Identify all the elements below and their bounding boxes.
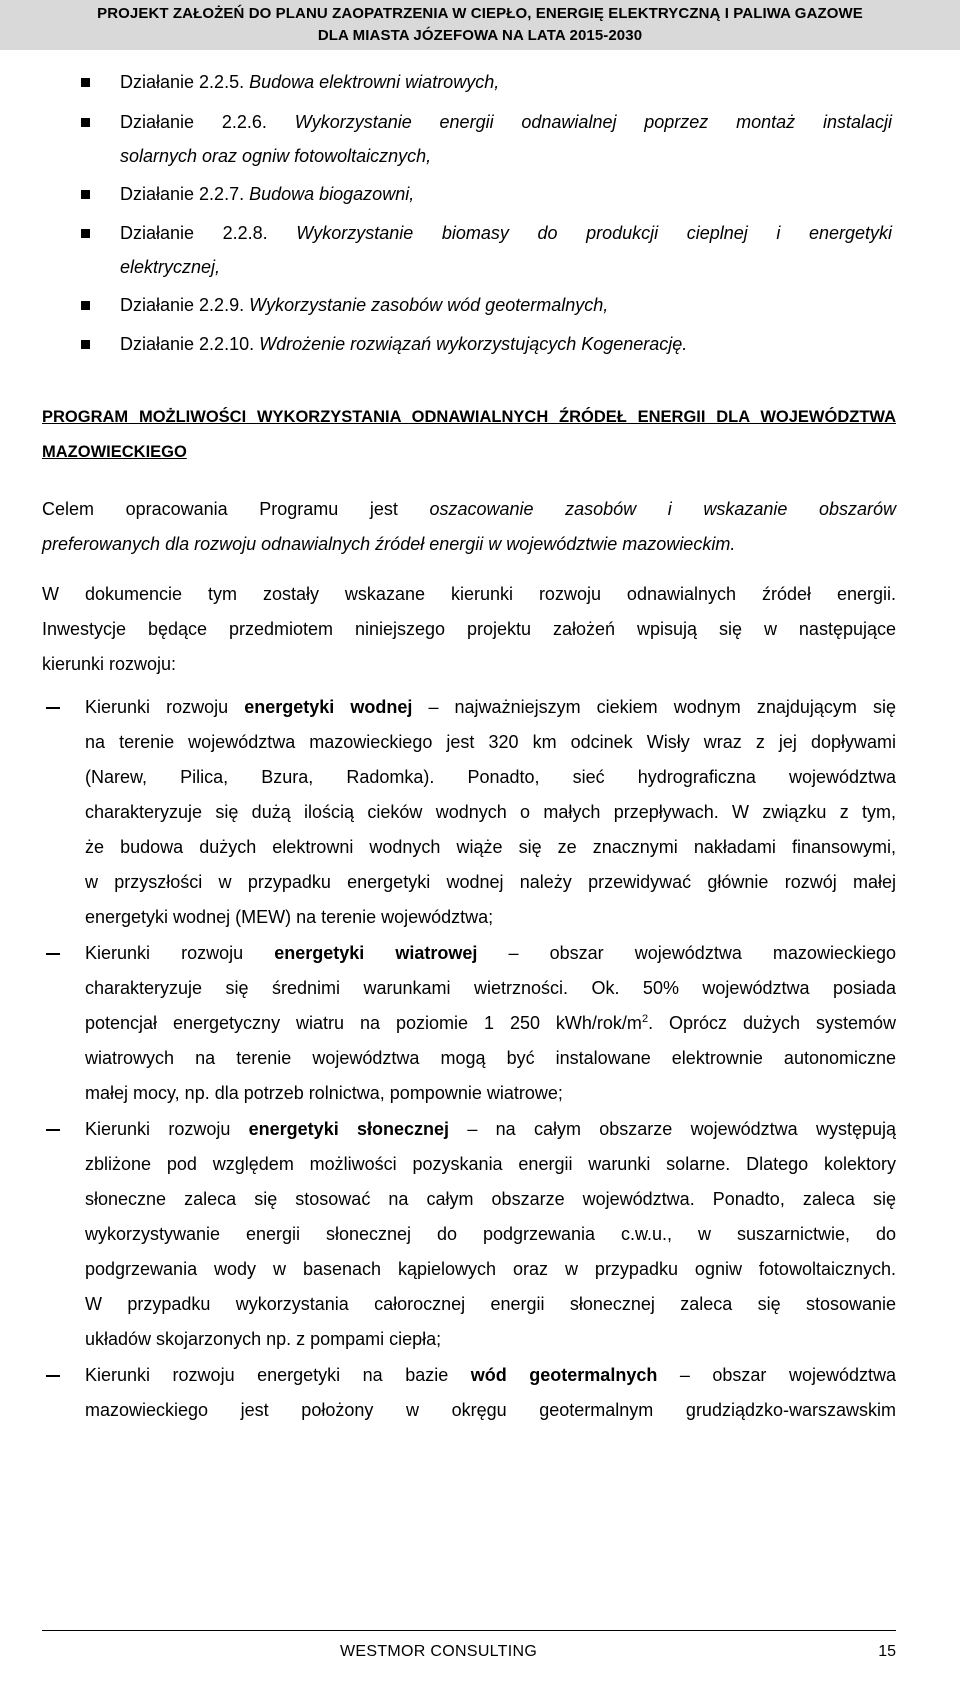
list-line: podgrzewania wody w basenach kąpielowych oraz w przypadku ogniw fotowoltaicznych. bbox=[85, 1259, 896, 1279]
action-title: Budowa biogazowni, bbox=[249, 184, 415, 204]
intro-line: preferowanych dla rozwoju odnawialnych źródeł energii w województwie mazowieckim. bbox=[42, 534, 736, 554]
dash-bullet-icon bbox=[46, 953, 60, 955]
square-bullet-icon bbox=[81, 229, 90, 238]
paragraph-line: kierunki rozwoju: bbox=[42, 654, 177, 674]
list-line: wykorzystywanie energii słonecznej do podgrzewania c.w.u., w suszarnictwie, do bbox=[85, 1224, 896, 1244]
header-line-1: PROJEKT ZAŁOŻEŃ DO PLANU ZAOPATRZENIA W CIEPŁO, ENERGIĘ ELEKTRYCZNĄ I PALIWA GAZOWE bbox=[97, 5, 863, 22]
action-number: Działanie 2.2.5. bbox=[120, 72, 245, 92]
action-number: Działanie 2.2.8. bbox=[120, 223, 268, 243]
list-line: W przypadku wykorzystania całorocznej energii słonecznej zaleca się stosowanie bbox=[85, 1294, 896, 1314]
list-line: małej mocy, np. dla potrzeb rolnictwa, pompownie wiatrowe; bbox=[85, 1083, 563, 1103]
list-line: Kierunki rozwoju energetyki słonecznej – na całym obszarze województwa występują bbox=[85, 1119, 896, 1139]
footer-divider bbox=[42, 1630, 896, 1631]
list-line: potencjał energetyczny wiatru na poziomie 1 250 kWh/$rok/m^2$. Oprócz dużych systemów bbox=[85, 1013, 896, 1033]
list-line: że budowa dużych elektrowni wodnych wiąże się ze znacznymi nakładami finansowymi, bbox=[85, 837, 896, 857]
paragraph-line: W dokumencie tym zostały wskazane kierunki rozwoju odnawialnych źródeł energii. bbox=[42, 584, 896, 604]
list-line: w przyszłości w przypadku energetyki wodnej należy przewidywać głównie rozwój małej bbox=[85, 872, 896, 892]
paragraph-line: Inwestycje będące przedmiotem niniejszego projektu założeń wpisują się w następujące bbox=[42, 619, 896, 639]
list-line: (Narew, Pilica, Bzura, Radomka). Ponadto, sieć hydrograficzna województwa bbox=[85, 767, 896, 787]
list-line: na terenie województwa mazowieckiego jest 320 km odcinek Wisły wraz z jej dopływami bbox=[85, 732, 896, 752]
list-line: zbliżone pod względem możliwości pozyskania energii warunki solarne. Dlatego kolektory bbox=[85, 1154, 896, 1174]
list-line: Kierunki rozwoju energetyki wiatrowej – obszar województwa mazowieckiego bbox=[85, 943, 896, 963]
intro-line: Celem opracowania Programu jest oszacowanie zasobów i wskazanie obszarów bbox=[42, 499, 896, 519]
list-line: charakteryzuje się średnimi warunkami wietrzności. Ok. 50% województwa posiada bbox=[85, 978, 896, 998]
action-number: Działanie 2.2.6. bbox=[120, 112, 267, 132]
footer-company: WESTMOR CONSULTING bbox=[340, 1643, 538, 1660]
list-line: słoneczne zaleca się stosować na całym obszarze województwa. Ponadto, zaleca się bbox=[85, 1189, 896, 1209]
action-number: Działanie 2.2.7. bbox=[120, 184, 245, 204]
square-bullet-icon bbox=[81, 340, 90, 349]
header-line-2: DLA MIASTA JÓZEFOWA NA LATA 2015-2030 bbox=[317, 27, 643, 44]
action-number: Działanie 2.2.9. bbox=[120, 295, 245, 315]
list-line: Kierunki rozwoju energetyki wodnej – najważniejszym ciekiem wodnym znajdującym się bbox=[85, 697, 897, 717]
dash-bullet-icon bbox=[46, 1129, 60, 1131]
dash-bullet-icon bbox=[46, 1375, 60, 1377]
action-title: Budowa elektrowni wiatrowych, bbox=[249, 72, 500, 92]
dash-bullet-icon bbox=[46, 707, 60, 709]
list-line: charakteryzuje się dużą ilością cieków wodnych o małych przepływach. W związku z tym, bbox=[85, 802, 896, 822]
page-header bbox=[0, 0, 960, 50]
list-line: energetyki wodnej (MEW) na terenie województwa; bbox=[85, 907, 494, 927]
square-bullet-icon bbox=[81, 78, 90, 87]
action-title: Wdrożenie rozwiązań wykorzystujących Kogenerację. bbox=[259, 334, 688, 354]
action-title-line-2: elektrycznej, bbox=[120, 257, 221, 277]
list-line: Kierunki rozwoju energetyki na bazie wód geotermalnych – obszar województwa bbox=[85, 1365, 897, 1385]
page-number: 15 bbox=[878, 1643, 896, 1660]
action-title-line-1: Wykorzystanie biomasy do produkcji cieplnej i energetyki bbox=[296, 223, 892, 243]
list-line: układów skojarzonych np. z pompami ciepła; bbox=[85, 1329, 442, 1349]
square-bullet-icon bbox=[81, 190, 90, 199]
list-line: wiatrowych na terenie województwa mogą być instalowane elektrownie autonomiczne bbox=[85, 1048, 896, 1068]
section-heading-line-1: PROGRAM MOŻLIWOŚCI WYKORZYSTANIA ODNAWIALNYCH ŹRÓDEŁ ENERGII DLA WOJEWÓDZTWA bbox=[42, 408, 896, 426]
action-number: Działanie 2.2.10. bbox=[120, 334, 255, 354]
action-title-line-2: solarnych oraz ogniw fotowoltaicznych, bbox=[120, 146, 432, 166]
square-bullet-icon bbox=[81, 301, 90, 310]
action-title-line-1: Wykorzystanie energii odnawialnej poprzez montaż instalacji bbox=[294, 112, 892, 132]
section-heading-line-2: MAZOWIECKIEGO bbox=[42, 443, 187, 461]
square-bullet-icon bbox=[81, 118, 90, 127]
list-line: mazowieckiego jest położony w okręgu geotermalnym grudziądzko-warszawskim bbox=[85, 1400, 896, 1420]
action-title: Wykorzystanie zasobów wód geotermalnych, bbox=[249, 295, 609, 315]
